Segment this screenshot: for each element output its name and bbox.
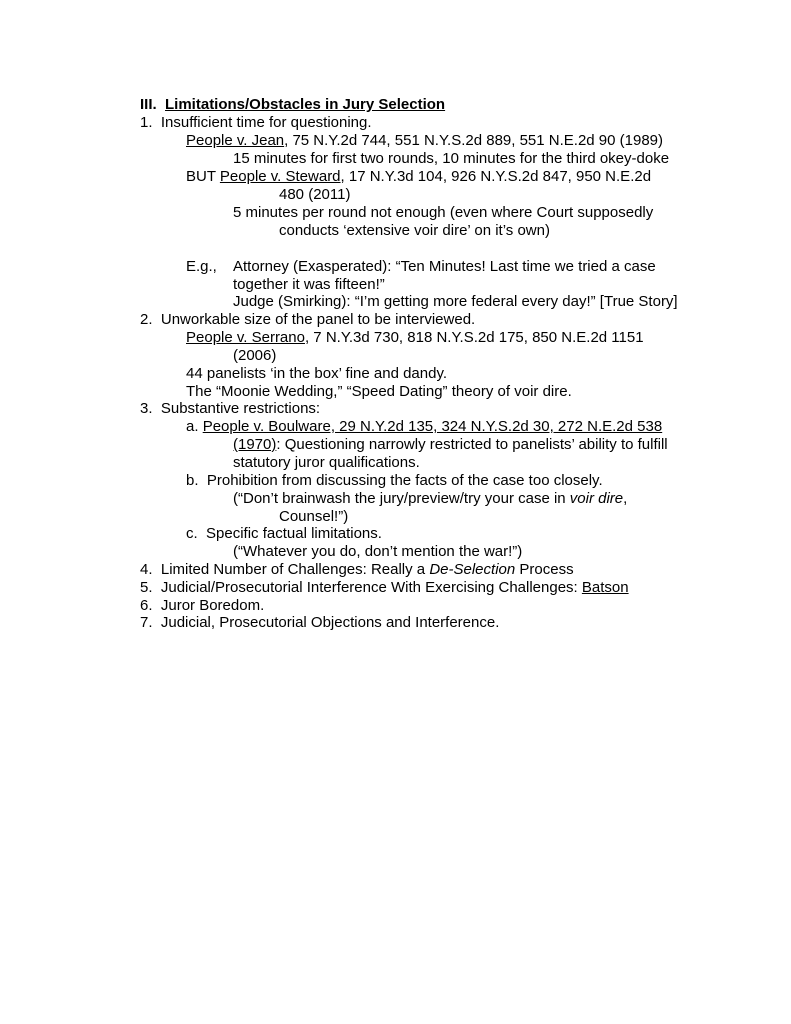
subitem-label: a. bbox=[186, 418, 199, 435]
item-number: 1. bbox=[140, 114, 153, 131]
item-text: Process bbox=[515, 561, 574, 578]
quote-text: , bbox=[623, 490, 628, 507]
list-item-1 bbox=[140, 114, 372, 131]
example-line: Attorney (Exasperated): “Ten Minutes! Last time we tried a case bbox=[233, 258, 656, 275]
case-note: 44 panelists ‘in the box’ fine and dandy. bbox=[186, 365, 448, 382]
item-text: Limited Number of Challenges: Really a bbox=[160, 561, 430, 578]
case-note: : Questioning narrowly restricted to panelists’ ability to fulfill bbox=[276, 436, 668, 453]
batson-reference: Batson bbox=[581, 579, 629, 596]
subitem-quote: (“Whatever you do, don’t mention the war!”) bbox=[233, 543, 523, 560]
section-number: III. bbox=[140, 96, 157, 113]
subitem-label: c. bbox=[186, 525, 198, 542]
case-citation: , 75 N.Y.2d 744, 551 N.Y.S.2d 889, 551 N.E.2d 90 (1989) bbox=[284, 132, 664, 149]
case-note: 15 minutes for first two rounds, 10 minutes for the third okey-doke bbox=[233, 150, 670, 167]
but-text: BUT bbox=[186, 168, 220, 185]
example-line: together it was fifteen!” bbox=[233, 276, 385, 293]
case-name: People v. Steward bbox=[219, 168, 341, 185]
case-steward bbox=[186, 168, 651, 185]
list-item-4 bbox=[140, 561, 574, 578]
item-text: Insufficient time for questioning. bbox=[160, 114, 372, 131]
subitem-a-cont: statutory juror qualifications. bbox=[233, 454, 420, 471]
subitem-quote bbox=[233, 490, 627, 507]
example-line: Judge (Smirking): “I’m getting more federal every day!” [True Story] bbox=[233, 293, 678, 310]
case-citation: , 7 N.Y.3d 730, 818 N.Y.S.2d 175, 850 N.E.2d 1151 bbox=[304, 329, 644, 346]
case-citation-cont: 480 (2011) bbox=[279, 186, 351, 203]
case-serrano bbox=[186, 329, 644, 346]
case-note: The “Moonie Wedding,” “Speed Dating” theory of voir dire. bbox=[186, 383, 572, 400]
item-italic: De-Selection bbox=[429, 561, 516, 578]
case-citation: , 17 N.Y.3d 104, 926 N.Y.S.2d 847, 950 N.E.2d bbox=[340, 168, 652, 185]
item-number: 7. bbox=[140, 614, 153, 631]
item-number: 2. bbox=[140, 311, 153, 328]
list-item-7 bbox=[140, 614, 499, 631]
case-boulware: People v. Boulware, 29 N.Y.2d 135, 324 N.Y.S.2d 30, 272 N.E.2d 538 bbox=[202, 418, 663, 435]
subitem-text: Specific factual limitations. bbox=[206, 525, 382, 542]
case-note-cont: conducts ‘extensive voir dire’ on it’s own) bbox=[279, 222, 550, 239]
item-text: Unworkable size of the panel to be interviewed. bbox=[160, 311, 476, 328]
subitem-c bbox=[186, 525, 382, 542]
item-number: 5. bbox=[140, 579, 153, 596]
list-item-6 bbox=[140, 597, 264, 614]
item-number: 4. bbox=[140, 561, 153, 578]
case-jean bbox=[186, 132, 663, 149]
subitem-text: Prohibition from discussing the facts of the case too closely. bbox=[206, 472, 603, 489]
case-note: 5 minutes per round not enough (even where Court supposedly bbox=[233, 204, 654, 221]
list-item-2 bbox=[140, 311, 475, 328]
section-heading bbox=[140, 96, 445, 113]
subitem-quote-cont: Counsel!”) bbox=[279, 508, 349, 525]
item-text: Substantive restrictions: bbox=[160, 400, 321, 417]
subitem-b bbox=[186, 472, 603, 489]
subitem-a-cont bbox=[233, 436, 668, 453]
item-text: Juror Boredom. bbox=[160, 597, 265, 614]
section-title: Limitations/Obstacles in Jury Selection bbox=[165, 96, 446, 113]
item-number: 3. bbox=[140, 400, 153, 417]
case-name: People v. Jean bbox=[186, 132, 285, 149]
case-year: (1970) bbox=[233, 436, 277, 453]
list-item-5 bbox=[140, 579, 629, 596]
list-item-3 bbox=[140, 400, 320, 417]
quote-italic: voir dire bbox=[569, 490, 624, 507]
case-name: People v. Serrano bbox=[186, 329, 305, 346]
example-label: E.g., bbox=[186, 258, 217, 275]
subitem-label: b. bbox=[186, 472, 199, 489]
quote-text: (“Don’t brainwash the jury/preview/try your case in bbox=[233, 490, 570, 507]
item-text: Judicial, Prosecutorial Objections and Interference. bbox=[160, 614, 500, 631]
item-number: 6. bbox=[140, 597, 153, 614]
case-citation-cont: (2006) bbox=[233, 347, 277, 364]
item-text: Judicial/Prosecutorial Interference With Exercising Challenges: bbox=[160, 579, 582, 596]
subitem-a bbox=[186, 418, 662, 435]
